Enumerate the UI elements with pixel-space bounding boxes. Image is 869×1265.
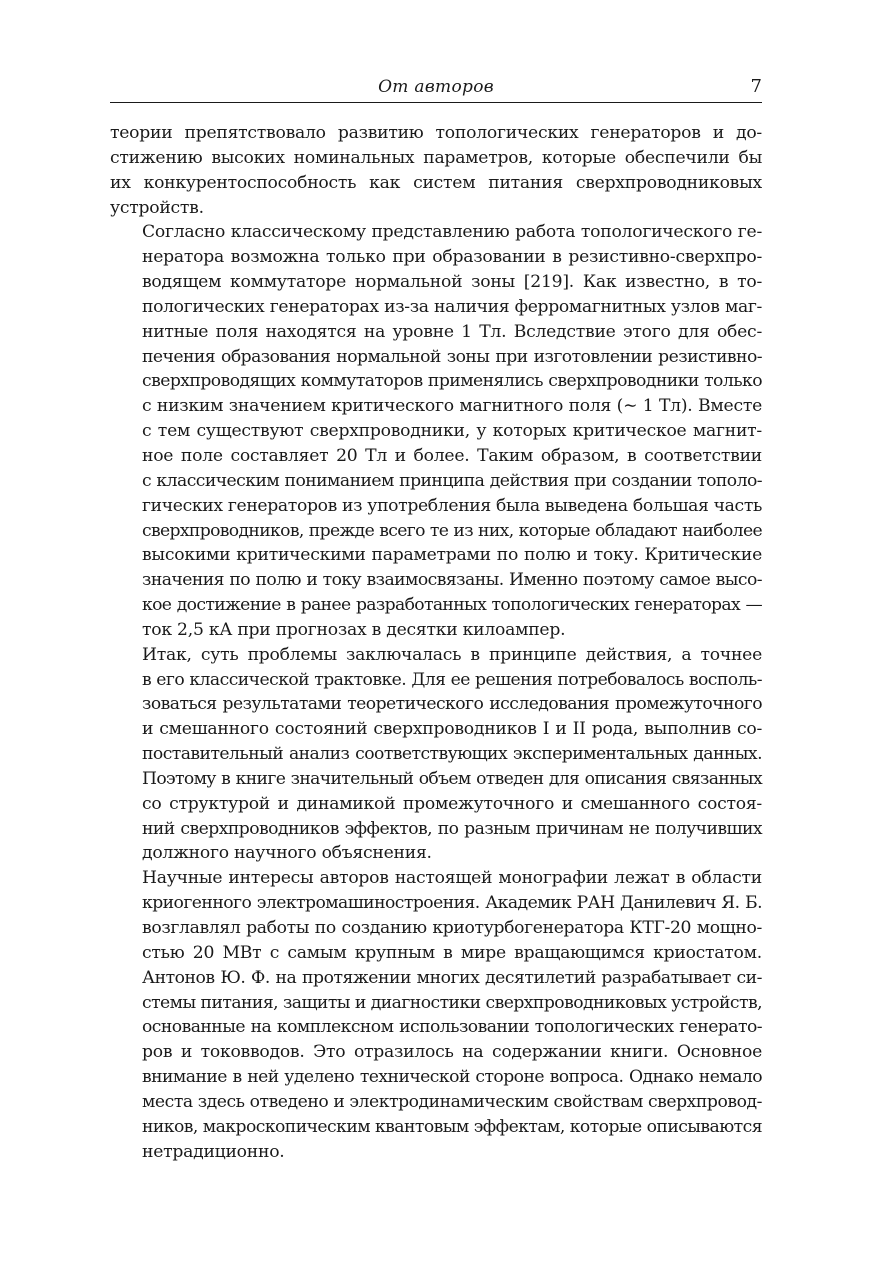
text-line: Согласно классическому представлению работа топологического ге- — [142, 222, 762, 243]
text-line: и смешанного состояний сверхпроводников I и II рода, выполнив со- — [142, 719, 762, 740]
text-line: зоваться результатами теоретического исследования промежуточного — [142, 694, 762, 715]
paragraph — [110, 643, 762, 867]
text-line: ток 2,5 кА при прогнозах в десятки килоампер. — [142, 619, 566, 640]
text-line: высокими критическими параметрами по полю и току. Критические — [142, 545, 762, 566]
text-line: сверхпроводников, прежде всего те из них, которые обладают наиболее — [142, 520, 762, 541]
text-line: сверхпроводящих коммутаторов применялись сверхпроводники только — [142, 371, 762, 392]
text-line: стью 20 МВт с самым крупным в мире вращающимся криостатом. — [142, 942, 762, 963]
text-line: Итак, суть проблемы заключалась в принципе действия, а точнее — [142, 644, 762, 665]
text-line: внимание в ней уделено технической стороне вопроса. Однако немало — [142, 1067, 762, 1088]
text-line: стемы питания, защиты и диагностики сверхпроводниковых устройств, — [142, 992, 762, 1013]
text-line: кое достижение в ранее разработанных топологических генераторах — — [142, 595, 762, 616]
text-line: должного научного объяснения. — [142, 843, 432, 864]
text-line: нератора возможна только при образовании в резистивно-сверхпро- — [142, 247, 762, 268]
text-line: их конкурентоспособность как систем питания сверхпроводниковых — [110, 172, 762, 193]
text-line: Антонов Ю. Ф. на протяжении многих десятилетий разрабатывает си- — [142, 967, 762, 988]
text-line: с тем существуют сверхпроводники, у которых критическое магнит- — [142, 421, 762, 442]
paragraph — [110, 121, 762, 220]
running-title: От авторов — [378, 77, 494, 97]
text-body — [110, 121, 762, 1164]
paragraph — [110, 220, 762, 642]
text-line: гических генераторов из употребления была выведена большая часть — [142, 495, 762, 516]
text-line: основанные на комплексном использовании топологических генерато- — [142, 1017, 762, 1038]
text-line: с низким значением критического магнитного поля (∼ 1 Тл). Вместе — [142, 396, 762, 417]
text-line: со структурой и динамикой промежуточного и смешанного состоя- — [142, 793, 762, 814]
text-line: в его классической трактовке. Для ее решения потребовалось восполь- — [142, 669, 762, 690]
text-line: Поэтому в книге значительный объем отведен для описания связанных — [142, 768, 762, 789]
text-line: ров и токовводов. Это отразилось на содержании книги. Основное — [142, 1042, 762, 1063]
text-line: ний сверхпроводников эффектов, по разным причинам не получивших — [142, 818, 762, 839]
text-line: места здесь отведено и электродинамическим свойствам сверхпровод- — [142, 1091, 762, 1112]
text-line: значения по полю и току взаимосвязаны. Именно поэтому самое высо- — [142, 570, 762, 591]
text-line: теории препятствовало развитию топологических генераторов и до- — [110, 123, 762, 143]
text-line: пологических генераторах из-за наличия ферромагнитных узлов маг- — [142, 296, 762, 317]
page-number: 7 — [750, 76, 762, 97]
text-line: нетрадиционно. — [142, 1141, 285, 1162]
text-line: ников, макроскопическим квантовым эффектам, которые описываются — [142, 1116, 762, 1137]
text-line: ное поле составляет 20 Тл и более. Таким образом, в соответствии — [142, 445, 762, 466]
text-line: стижению высоких номинальных параметров, которые обеспечили бы — [110, 147, 762, 168]
paragraph — [110, 866, 762, 1164]
text-line: возглавлял работы по созданию криотурбогенератора КТГ-20 мощно- — [142, 918, 762, 938]
text-line: Научные интересы авторов настоящей монографии лежат в области — [142, 868, 762, 889]
text-line: поставительный анализ соответствующих экспериментальных данных. — [142, 744, 762, 765]
running-head — [110, 76, 762, 103]
text-line: нитные поля находятся на уровне 1 Тл. Вследствие этого для обес- — [142, 321, 762, 342]
text-line: водящем коммутаторе нормальной зоны [219]. Как известно, в то- — [142, 272, 762, 293]
text-line: устройств. — [110, 197, 204, 218]
text-line: криогенного электромашиностроения. Академик РАН Данилевич Я. Б. — [142, 893, 762, 914]
text-line: печения образования нормальной зоны при изготовлении резистивно- — [142, 346, 762, 367]
text-line: с классическим пониманием принципа действия при создании тополо- — [142, 470, 762, 491]
